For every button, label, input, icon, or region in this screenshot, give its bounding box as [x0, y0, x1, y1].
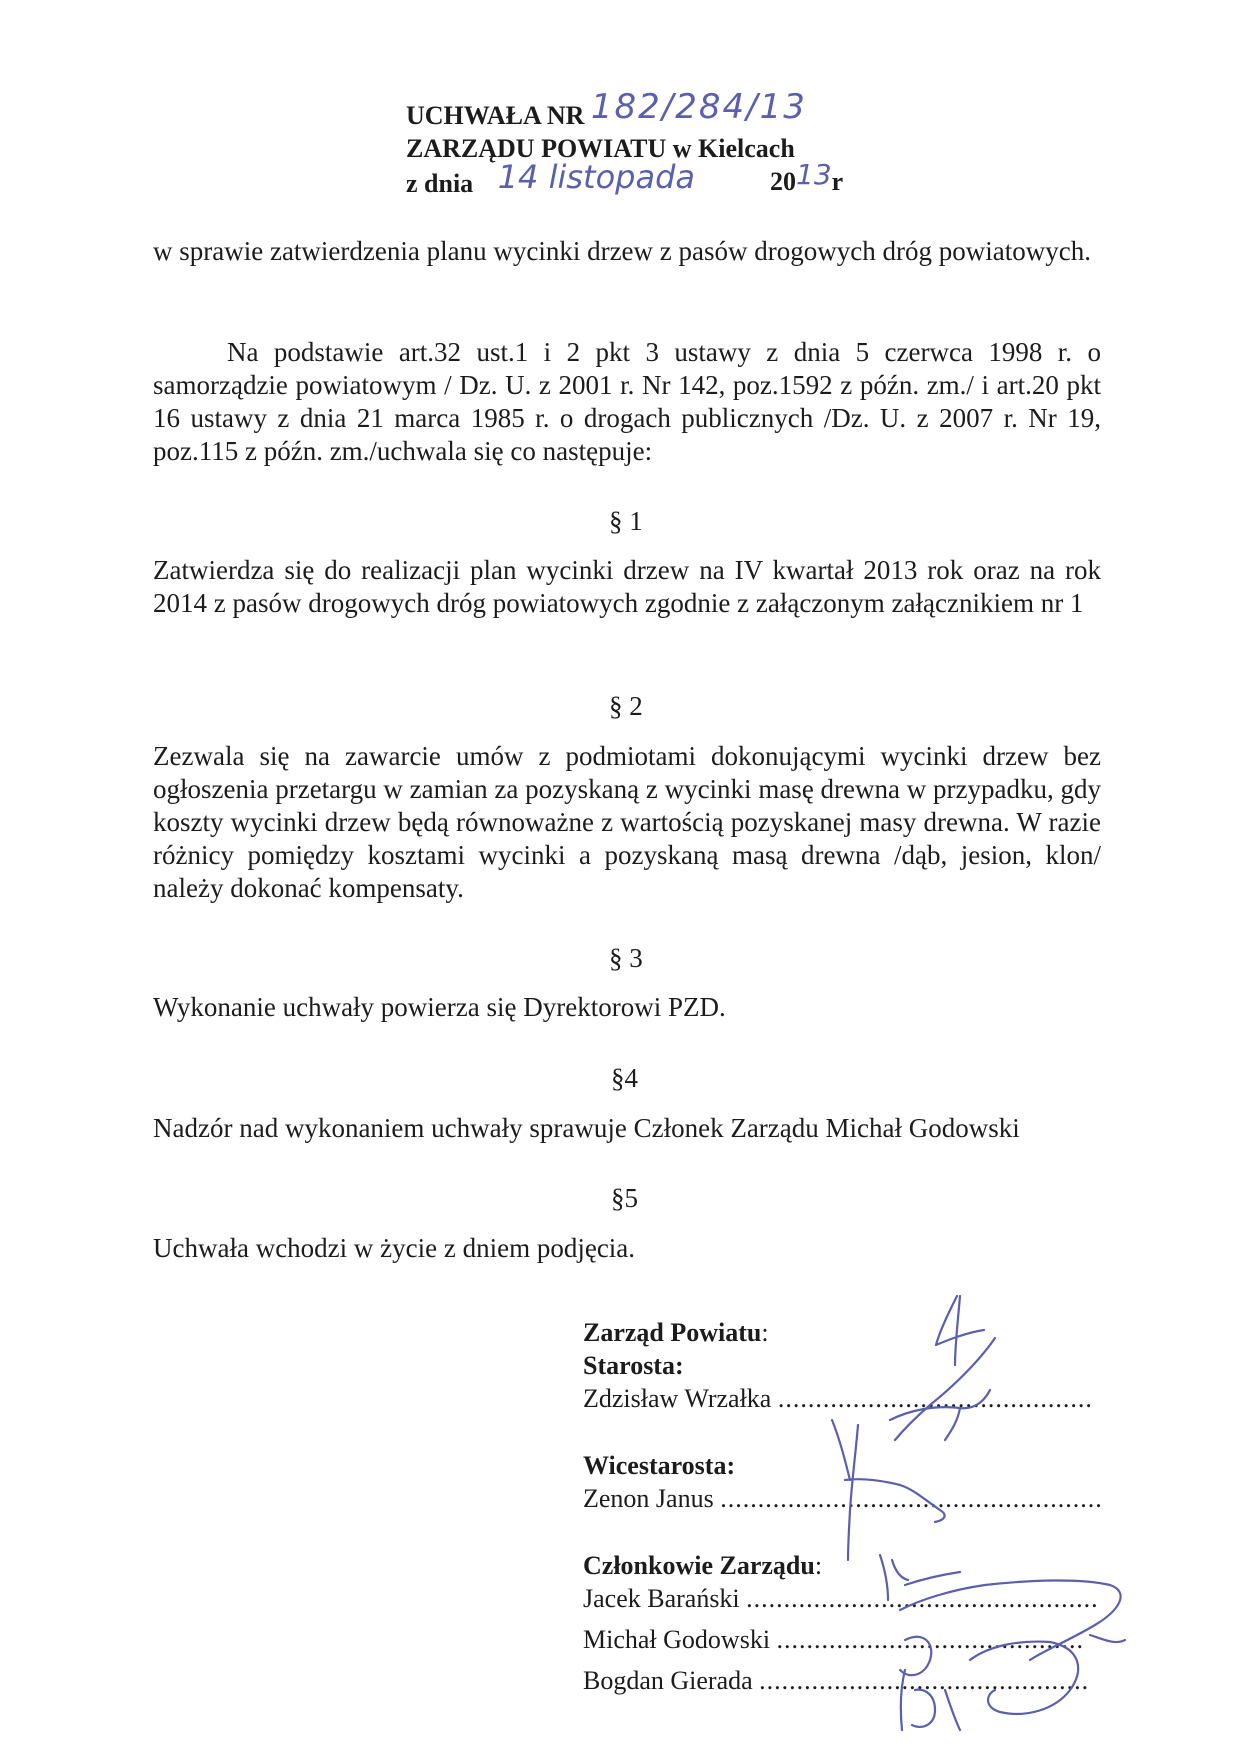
members-heading-colon: :: [814, 1551, 823, 1580]
signature-line: ...............................................: [746, 1584, 1099, 1613]
starosta-heading: Starosta:: [583, 1351, 684, 1380]
date-prefix: z dnia: [406, 169, 474, 198]
resolution-title-prefix: UCHWAŁA NR: [406, 101, 585, 130]
resolution-title-line: [406, 87, 807, 131]
section-1-label: § 1: [609, 506, 643, 536]
member-name: Michał Godowski: [583, 1625, 771, 1654]
year-field: [770, 158, 844, 197]
signature-row-member: [583, 1582, 1103, 1615]
section-1-text: Zatwierdza się do realizacji plan wycinki drzew na IV kwartał 2013 rok oraz na rok 2014 z pasów drogowych dróg powiatowych zgodnie z załączonym załącznikiem nr 1: [153, 555, 1101, 618]
signature-row-vice: [583, 1482, 1103, 1515]
section-4-text: Nadzór nad wykonaniem uchwały sprawuje Członek Zarządu Michał Godowski: [153, 1113, 1020, 1143]
signature-row-starosta: [583, 1382, 1103, 1415]
signature-line: .........................................: [776, 1625, 1085, 1654]
spacer: [583, 1415, 1103, 1449]
signature-block: [583, 1316, 1103, 1697]
section-2-label: § 2: [609, 691, 643, 721]
resolution-number-handwritten: 182/284/13: [590, 87, 807, 127]
section-5-label: §5: [611, 1183, 638, 1213]
signature-row-member: [583, 1623, 1103, 1656]
vice-name: Zenon Janus: [583, 1484, 714, 1513]
members-heading: [583, 1549, 1103, 1582]
signature-line: ...................................................: [720, 1484, 1103, 1513]
date-handwritten: 14 listopada: [497, 158, 695, 196]
vice-heading: Wicestarosta:: [583, 1451, 736, 1480]
members-heading-text: Członkowie Zarządu: [583, 1551, 815, 1580]
year-suffix: r: [831, 167, 844, 196]
section-4-label: §4: [611, 1063, 638, 1093]
member-name: Jacek Barański: [583, 1584, 740, 1613]
signature-row-member: [583, 1664, 1103, 1697]
legal-basis-text: Na podstawie art.32 ust.1 i 2 pkt 3 ustawy z dnia 5 czerwca 1998 r. o samorządzie powiatowym / Dz. U. z 2001 r. Nr 142, poz.1592 z późn. zm./ i art.20 pkt 16 ustawy z dnia 21 marca 1985 r. o drogach publicznych /Dz. U. z 2007 r. Nr 19, poz.115 z późn. zm./uchwala się co następuje:: [153, 337, 1101, 466]
spacer: [583, 1515, 1103, 1549]
board-heading-colon: :: [761, 1318, 769, 1347]
section-3-label: § 3: [609, 943, 643, 973]
year-prefix: 20: [770, 167, 796, 196]
board-location: w Kielcach: [672, 134, 795, 163]
member-name: Bogdan Gierada: [583, 1666, 753, 1695]
section-3-text: Wykonanie uchwały powierza się Dyrektorowi PZD.: [153, 992, 726, 1022]
signature-line: ............................................: [759, 1666, 1090, 1695]
board-heading: [583, 1316, 1103, 1349]
section-5-text: Uchwała wchodzi w życie z dniem podjęcia.: [153, 1233, 636, 1263]
signature-line: ..........................................: [777, 1384, 1093, 1413]
year-handwritten: 13: [796, 158, 832, 191]
board-heading-text: Zarząd Powiatu: [583, 1318, 762, 1347]
date-line: [406, 158, 695, 199]
board-name: ZARZĄDU POWIATU: [406, 134, 667, 163]
subject-text: w sprawie zatwierdzenia planu wycinki drzew z pasów drogowych dróg powiatowych.: [153, 236, 1091, 266]
starosta-name: Zdzisław Wrzałka: [583, 1384, 772, 1413]
section-2-text: Zezwala się na zawarcie umów z podmiotami dokonującymi wycinki drzew bez ogłoszenia przetargu w zamian za pozyskaną z wycinki masę drewna w przypadku, gdy koszty wycinki drzew będą równoważne z wartością pozyskanej masy drewna. W razie różnicy pomiędzy kosztami wycinki a pozyskaną masą drewna /dąb, jesion, klon/ należy dokonać kompensaty.: [153, 741, 1101, 903]
